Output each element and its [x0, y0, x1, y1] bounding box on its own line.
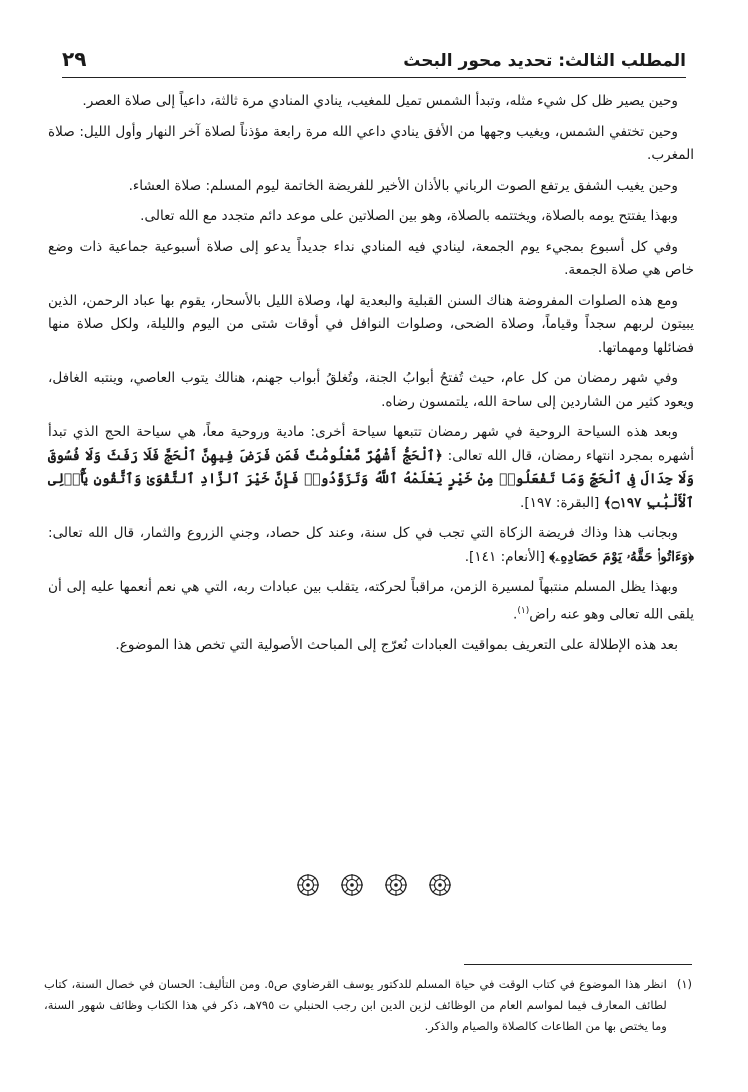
paragraph-isha: وحين يغيب الشفق يرتفع الصوت الرباني بالأذان الأخير للفريضة الخاتمة ليوم المسلم: صلاة العشاء.	[128, 177, 678, 194]
quran-verse-zakat: ﴿وَءَاتُوا۟ حَقَّهُۥ يَوْمَ حَصَادِهِۦ﴾	[549, 548, 694, 565]
verse-reference-zakat: [الأنعام: ١٤١].	[464, 548, 545, 565]
final-text: وبهذا يظل المسلم منتبهاً لمسيرة الزمن، مراقباً لحركته، يتقلب بين عبادات ربه، التي هي نعم أنعمها عليه إلى أن يلقى الله تعالى وهو عنه راض	[48, 579, 694, 623]
footnote-text: انظر هذا الموضوع في كتاب الوقت في حياة المسلم للدكتور يوسف القرضاوي ص٥. ومن التأليف: الحسان في خصال السنة، كتاب لطائف المعارف فيما لمواسم العام من الوظائف لزين الدين ابن رجب الحنبلي ت ٧٩٥هـ، ذكر في هذا الكتاب وظائف شهور السنة، وما يختص بها من الطاعات كالصلاة والصيام والذكر.	[44, 977, 667, 1033]
quran-verse-hajj: ﴿ٱلْحَجُّ أَشْهُرٌ مَّعْلُومَٰتٌ فَمَن فَرَضَ فِيهِنَّ ٱلْحَجَّ فَلَا رَفَثَ وَلَا فُسُوقَ وَلَا جِدَالَ فِى ٱلْحَجِّ وَمَا تَفْعَلُوا۟ مِنْ خَيْرٍ يَعْلَمْهُ ٱللَّهُ وَتَزَوَّدُوا۟ فَإِنَّ خَيْرَ ٱلزَّادِ ٱلتَّقْوَىٰ وَٱتَّقُونِ يَٰٓأُو۟لِى ٱلْأَلْبَٰبِ ۝١٩٧﴾	[48, 447, 694, 511]
paragraph-zakat	[48, 522, 694, 569]
page-number: ٢٩	[62, 47, 87, 71]
paragraph-closing: بعد هذه الإطلالة على التعريف بمواقيت العبادات نُعرّج إلى المباحث الأصولية التي تخص هذا الموضوع.	[115, 636, 678, 653]
ornament-icon	[339, 872, 365, 898]
paragraph-jumuah: وفي كل أسبوع بمجيء يوم الجمعة، لينادي فيه المنادي نداء جديداً يدعو إلى صلاة أسبوعية جماعية ذات وضع خاص هي صلاة الجمعة.	[48, 238, 694, 278]
ornament-icon	[427, 872, 453, 898]
section-divider-ornaments	[0, 872, 748, 898]
footnote-number: (١)	[676, 977, 692, 991]
footnote	[44, 974, 692, 1037]
paragraph-sunan: ومع هذه الصلوات المفروضة هناك السنن القبلية والبعدية لها، وصلاة الليل بالأسحار، يقوم بها عباد الرحمن، الذين يبيتون لربهم سجداً وقياماً، وصلاة الضحى، وصلوات النوافل في أوقات شتى من اليوم والليلة، ولكل صلاة منها فضائلها ومهماتها.	[48, 292, 694, 356]
main-text	[48, 90, 694, 664]
ornament-icon	[383, 872, 409, 898]
chapter-section-title: المطلب الثالث: تحديد محور البحث	[403, 51, 686, 71]
ornament-icon	[295, 872, 321, 898]
footnote-marker[interactable]: (١)	[517, 605, 530, 616]
hajj-text: وبعد هذه السياحة الروحية في شهر رمضان تتبعها سياحة أخرى: مادية وروحية معاً، هي سياحة الحج الذي تبدأ أشهره بمجرد انتهاء رمضان، قال الله تعالى:	[48, 424, 694, 464]
zakat-text: وبجانب هذا وذاك فريضة الزكاة التي تجب في كل سنة، وعند كل حصاد، وجني الزروع والثمار، قال الله تعالى:	[48, 525, 678, 541]
paragraph-asr: وحين يصير ظل كل شيء مثله، وتبدأ الشمس تميل للمغيب، ينادي المنادي مرة ثالثة، داعياً إلى صلاة العصر.	[82, 93, 678, 109]
verse-reference-hajj: [البقرة: ١٩٧].	[520, 494, 600, 511]
running-header	[62, 38, 686, 78]
footnote-separator	[464, 964, 692, 965]
paragraph-ramadan: وفي شهر رمضان من كل عام، حيث تُفتحُ أبوابُ الجنة، وتُغلقُ أبواب جهنم، هنالك يتوب العاصي، وينتبه الغافل، ويعود كثير من الشاردين إلى ساحة الله، يلتمسون رضاه.	[48, 370, 694, 410]
paragraph-hajj	[48, 421, 694, 515]
paragraph-final	[48, 576, 694, 627]
paragraph-day-summary: وبهذا يفتتح يومه بالصلاة، ويختتمه بالصلاة، وهو بين الصلاتين على موعد دائم متجدد مع الله تعالى.	[140, 208, 678, 224]
paragraph-maghrib: وحين تختفي الشمس، ويغيب وجهها من الأفق ينادي داعي الله مرة رابعة مؤذناً لصلاة آخر النهار وأول الليل: صلاة المغرب.	[48, 123, 694, 163]
final-period: .	[513, 606, 518, 623]
